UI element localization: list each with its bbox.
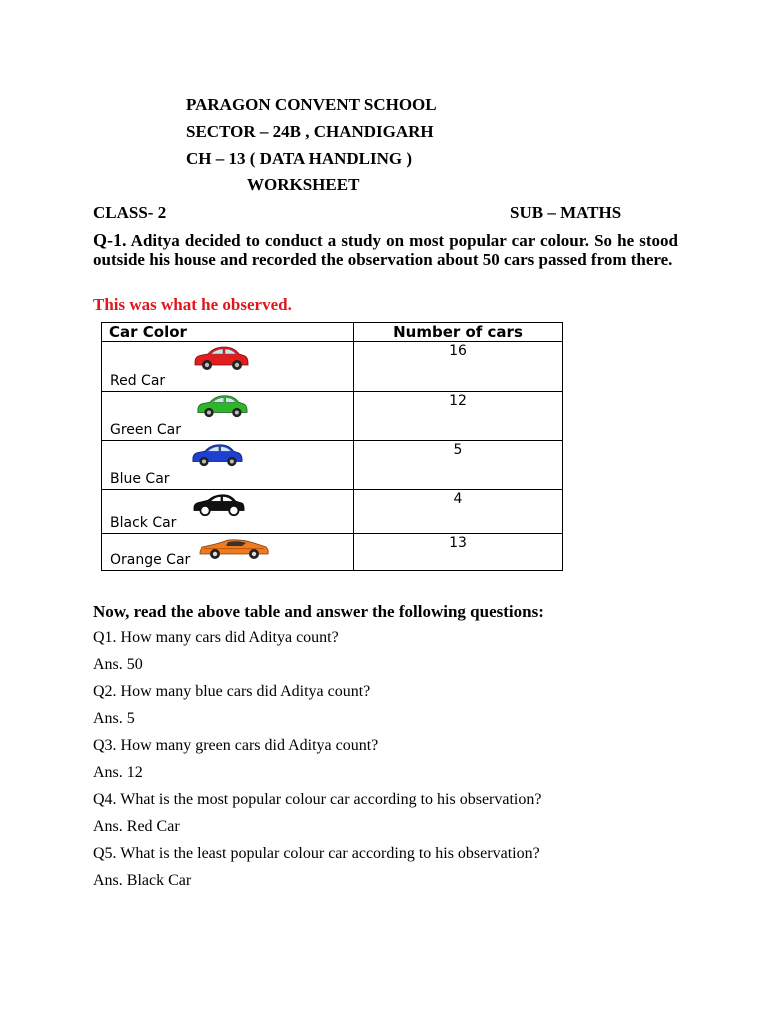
- observation-note: This was what he observed.: [93, 295, 292, 314]
- question-1: [93, 231, 678, 269]
- table-cell-count: 16: [354, 342, 563, 392]
- school-name: PARAGON CONVENT SCHOOL: [186, 95, 437, 114]
- answer-q2: Ans. 5: [93, 710, 135, 727]
- car-colour-table: [101, 322, 563, 571]
- table-cell-car: [102, 441, 354, 490]
- school-address: SECTOR – 24B , CHANDIGARH: [186, 122, 434, 141]
- answer-q5: Ans. Black Car: [93, 872, 192, 889]
- table-cell-car: [102, 392, 354, 441]
- question-q5: Q5. What is the least popular colour car according to his observation?: [93, 845, 540, 862]
- table-cell-car: [102, 490, 354, 534]
- table-row: [102, 441, 563, 490]
- subject-label: SUB – MATHS: [510, 203, 622, 222]
- question-1-number: Q-1.: [93, 230, 127, 250]
- answer-q1: Ans. 50: [93, 656, 143, 673]
- table-cell-count: 12: [354, 392, 563, 441]
- car-label: Orange Car: [110, 552, 191, 568]
- table-header-row: [102, 323, 563, 342]
- car-label: Green Car: [110, 422, 181, 438]
- class-label: CLASS- 2: [93, 203, 167, 222]
- worksheet-title: WORKSHEET: [247, 175, 360, 194]
- question-q2: Q2. How many blue cars did Aditya count?: [93, 683, 371, 700]
- car-label: Blue Car: [110, 471, 170, 487]
- table-cell-count: 5: [354, 441, 563, 490]
- question-1-text: Aditya decided to conduct a study on most popular car colour. So he stood outside his house and recorded the observation about 50 cars passed from there.: [93, 231, 678, 269]
- table-cell-count: 4: [354, 490, 563, 534]
- column-header-number-of-cars: Number of cars: [354, 323, 563, 342]
- answer-q3: Ans. 12: [93, 764, 143, 781]
- table-row: [102, 534, 563, 571]
- table-cell-car: [102, 534, 354, 571]
- table-row: [102, 490, 563, 534]
- column-header-car-color: Car Color: [102, 323, 354, 342]
- green-car-icon: [194, 393, 250, 419]
- table-row: [102, 392, 563, 441]
- question-q4: Q4. What is the most popular colour car according to his observation?: [93, 791, 542, 808]
- table-cell-count: 13: [354, 534, 563, 571]
- orange-car-icon: [198, 535, 270, 561]
- car-label: Black Car: [110, 515, 177, 531]
- blue-car-icon: [188, 442, 246, 468]
- chapter-title: CH – 13 ( DATA HANDLING ): [186, 149, 413, 168]
- black-car-icon: [188, 491, 250, 517]
- question-q1: Q1. How many cars did Aditya count?: [93, 629, 339, 646]
- answer-q4: Ans. Red Car: [93, 818, 180, 835]
- question-q3: Q3. How many green cars did Aditya count?: [93, 737, 379, 754]
- car-label: Red Car: [110, 373, 166, 389]
- table-row: [102, 342, 563, 392]
- table-cell-car: [102, 342, 354, 392]
- red-car-icon: [192, 344, 250, 372]
- instructions: Now, read the above table and answer the following questions:: [93, 602, 544, 621]
